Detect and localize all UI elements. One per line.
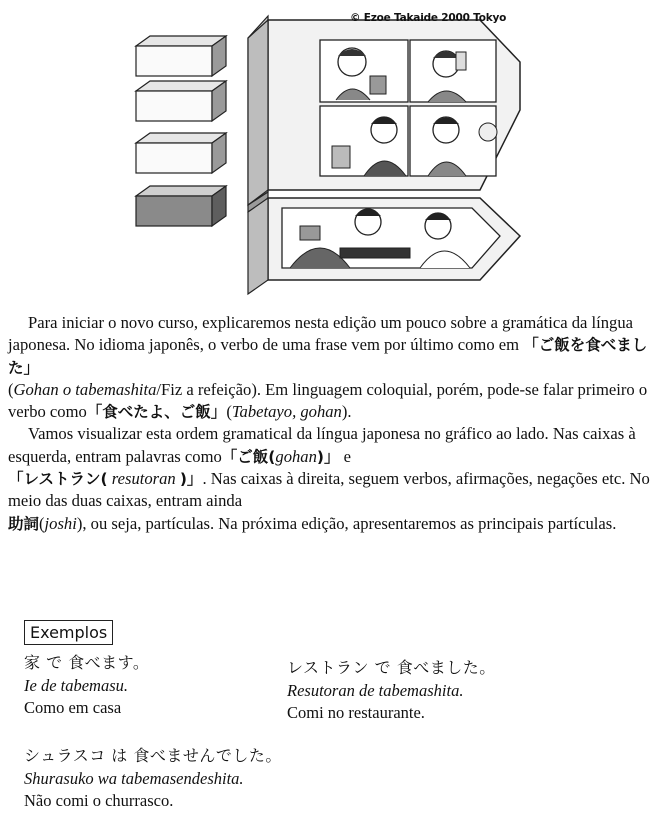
p2-text-b: . Nas caixas à direita, seguem verbos, afirmações, negações etc. No meio das duas caixas, entram ainda (8, 469, 650, 511)
example-3-translation: Não comi o churrasco. (24, 791, 174, 810)
p2-jp-2a: 「レストラン( (8, 470, 108, 489)
left-word-boxes (136, 36, 226, 226)
p1-c-close: ). (341, 402, 352, 422)
example-2-translation: Comi no restaurante. (287, 703, 425, 722)
p2-c-italic: joshi (44, 513, 77, 533)
examples-label: Exemplos (24, 620, 113, 645)
p2-text-a: Vamos visualizar esta ordem gramatical da língua japonesa no gráfico ao lado. Nas caixas à esquerda, entram palavras como (8, 424, 636, 466)
p1-jp-1: 「ご飯を食べました」 (8, 336, 648, 377)
example-1 (24, 652, 149, 720)
p2-jp-1b: )」 (316, 447, 340, 466)
p2-c-open: ( (39, 513, 45, 533)
example-1-romaji: Ie de tabemasu. (24, 675, 129, 695)
p2-jp-3: 助詞 (8, 514, 40, 533)
p1-b-italic: Gohan o tabemashita (13, 379, 157, 399)
grammar-boxes-illustration (0, 0, 656, 305)
p2-e: e (339, 446, 351, 466)
paragraph-2 (8, 423, 653, 534)
p1-jp-2: 「食べたよ、ご飯」 (86, 403, 227, 422)
example-2-romaji: Resutoran de tabemashita. (287, 680, 464, 700)
example-3-japanese: シュラスコ は 食べませんでした。 (24, 746, 282, 765)
example-1-translation: Como em casa (24, 698, 122, 717)
p2-jp-1-italic: gohan (275, 446, 317, 466)
p2-jp-2b: )」 (179, 470, 203, 489)
p1-text-a: Para iniciar o novo curso, explicaremos nesta edição um pouco sobre a gramática da língua japonesa. No idioma japonês, o verbo de uma frase vem por último como em (8, 313, 633, 355)
example-2-japanese: レストラン で 食べました。 (287, 658, 496, 677)
p2-c-rest: ), ou seja, partículas. Na próxima edição, apresentaremos as principais partículas. (76, 513, 617, 533)
example-2 (287, 657, 496, 725)
word-box-3 (136, 133, 226, 173)
copyright-notice: © Ezoe Takaide 2000 Tokyo (350, 12, 507, 24)
article-body (8, 312, 653, 535)
p2-jp-2-italic: resutoran (107, 469, 180, 489)
verb-box-lower (248, 198, 520, 294)
p2-jp-1a: 「ご飯( (221, 447, 276, 466)
p1-b-open: ( (8, 379, 14, 399)
example-1-japanese: 家 で 食べます。 (24, 653, 150, 672)
word-box-1 (136, 36, 226, 76)
word-box-4 (136, 186, 226, 226)
p1-c-italic: Tabetayo, gohan (231, 402, 342, 422)
paragraph-1 (8, 312, 653, 423)
example-3-romaji: Shurasuko wa tabemasendeshita. (24, 768, 244, 788)
verb-box-upper (248, 20, 520, 205)
p1-c-open: ( (226, 402, 232, 422)
p1-b-rest: /Fiz a refeição). Em linguagem coloquial, porém, pode-se falar primeiro o verbo como (8, 379, 648, 422)
word-box-2 (136, 81, 226, 121)
example-3 (24, 745, 282, 813)
